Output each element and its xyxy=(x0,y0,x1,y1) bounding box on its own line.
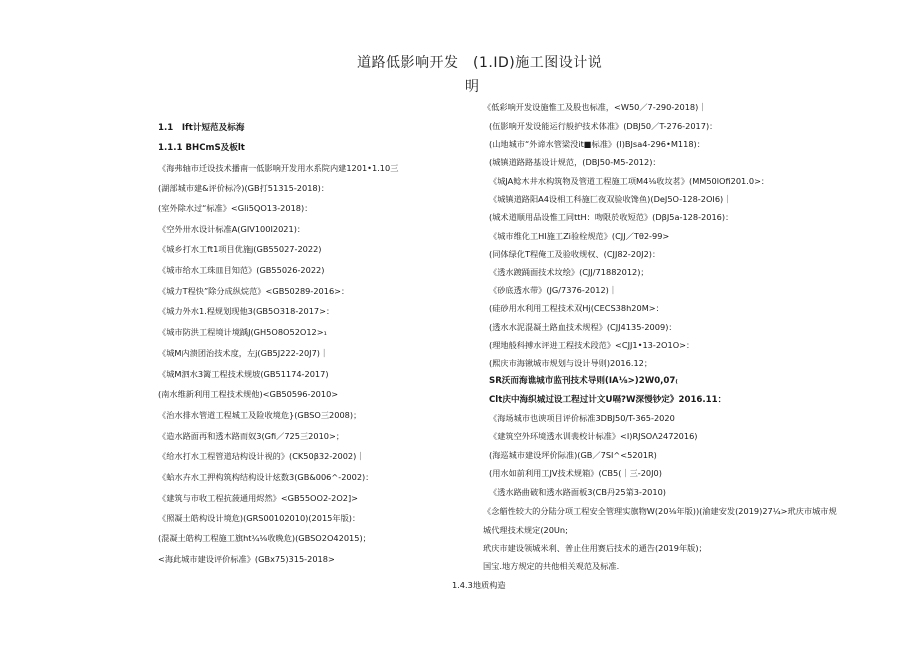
reference-item: (混凝土皓构工程施工旗ht¼⅛收晚危)(GBSO2O42015)； xyxy=(158,533,371,543)
reference-item: 《透水踱踊面技术坟绘》(CJJ/71882012)； xyxy=(489,267,649,277)
reference-item: 《蛤水卉水工押构筑构结构设计炫数3(GB&006^-2002)： xyxy=(158,472,374,482)
reference-item: 《城市维化工HI施工Zi验栓规范》(CJJ／Tθ2-99> xyxy=(489,231,670,241)
reference-item: 《城M泗水3篱工程技术规坡(GB51174-2017) xyxy=(158,369,329,379)
reference-item: 《城市防洪工程境计境踽J(GH5O8O52O12>₁ xyxy=(158,327,327,337)
reference-item: 玳庆市建设领城米利、普止住用赛后技术的通告(2019年版)； xyxy=(483,543,707,553)
section-heading-1-1: 1.1 Ift计短范及标海 xyxy=(158,123,245,133)
reference-item: 《城镇道路阳A4设相工科施匚夜双验收馋鱼)(DeJ5O-128-2OI6)｜ xyxy=(489,194,732,204)
reference-item: (城镇道路路基设计规范，(DBJ50-M5-2012)： xyxy=(489,157,661,167)
reference-item: 《城市给水工珠皿目知范》(GB55026-2022) xyxy=(158,265,325,275)
reference-item: (熙庆市海锹城市规划与设计导则)2016.12； xyxy=(489,358,653,368)
reference-item: 《低彩响开发设施惟工及股也标准，<W50／7-290-2018)｜ xyxy=(483,102,707,112)
reference-item: (海巡城市建设坪价际准)(GB／7SI^<5201R) xyxy=(489,450,657,460)
reference-item: 《城乡打水工ft1项目优施j(GB55027-2022) xyxy=(158,244,322,254)
reference-item: 国宝.地方规定的共他相关观范及标准. xyxy=(483,561,620,571)
reference-item: 《给水打水工程管道玷构设计视的》(CK50β32-2002)｜ xyxy=(158,451,365,461)
reference-item: 《建筑与市收工程抗菠通用烬然》<GB55OO2-2O2]> xyxy=(158,493,359,503)
reference-item: SR沃而海谯城市监刊技术导则(IA⅛>)2W0,07₍ xyxy=(489,376,678,386)
reference-item: 《砂底透水带》(JG/7376-2012)｜ xyxy=(489,285,618,295)
reference-item: 《治水排水管道工程城工及险收境危}(GBSO三2008)； xyxy=(158,410,362,420)
reference-item: (南水维新利用工程技术规他)<GB50596-2010> xyxy=(158,389,339,399)
reference-item: 《照凝土皓构设计境危)(GRS00102010)(2015年版)： xyxy=(158,513,361,523)
reference-item: 《海场城市也谀项目评价标准3DBJ50/T-365-2020 xyxy=(489,413,675,423)
reference-item: Clt庆中海织城过设工程过计文U嗝?W深慢钞定》2016.11： xyxy=(489,395,727,405)
reference-item: 《城M内溃团治技术度，左j(GB5J222-20J7)｜ xyxy=(158,348,329,358)
reference-item: <海此城市建设评价标准》(GBx75)315-2018> xyxy=(158,554,335,564)
reference-item-continuation: 城代理技术规定(20Un; xyxy=(483,525,568,535)
reference-item: (城术道顺用品设惟工同ttH：吻限於收短范》(DβJ5a-128-2016)： xyxy=(489,212,734,222)
reference-item: 《城力T程快”除分成纵烷范》<GB50289-2016>： xyxy=(158,286,350,296)
reference-item: 《建筑空外环境透水训裴校计标准》<I)RJSOΛ2472016) xyxy=(489,431,698,441)
reference-item: (硅砂用水利用工程技术双Hj(CECS38h20M>： xyxy=(489,303,664,313)
reference-item: 《念艏性较大的分陆分项工程安全管理实旗物W(20⅛年版))(渝建安发(2019)27¼>玳庆市城市规 xyxy=(483,506,837,516)
section-heading-1-4-3: 1.4.3地质构造 xyxy=(452,580,506,590)
reference-item: (湖部城市建&评价标冷)(GB打51315-2018)： xyxy=(158,183,330,193)
section-heading-1-1-1: 1.1.1 BHCmS及板lt xyxy=(158,143,245,153)
reference-item: 《海弗轴市迁设技术播南一低影响开发用水系院内建1201•1.10三 xyxy=(158,163,399,173)
document-title-line2: 明 xyxy=(465,79,479,95)
document-title-line1: 道路低影响开发 (1.ID)施工图设计说 xyxy=(357,55,603,71)
reference-item: 《透水路曲破和透水路面板3(CB丹25第3-2010) xyxy=(489,487,666,497)
reference-item: (伍影响开发设能运行般护技术体准》(DBJ50／T-276-2017)： xyxy=(489,121,718,131)
reference-item: (室外除水过“标准》<Gli5QO13-2018)： xyxy=(158,203,313,213)
reference-item: (用水如前利用工JV技术规箱》(CB5(｜三-20J0) xyxy=(489,468,662,478)
reference-item: (透水水泥混凝土路血技术规程》(CJJ4135-2009)： xyxy=(489,322,677,332)
reference-item: 《城JA鲶木井水构筑物及管道工程施工项M4⅛收坟茗》(MM50lOfi201.0>： xyxy=(489,176,770,186)
reference-item: 《造水路面再和透木路而奴3(Gfi／725三2010>； xyxy=(158,431,345,441)
reference-item: (理地般科搏水评进工程技术段范》<CJJ1•13-2O1O>： xyxy=(489,340,695,350)
reference-item: 《空外卅水设计标准A(GIV100I2021)： xyxy=(158,224,306,234)
reference-item: (同体绿化T程俺工及验收规权、(CJJ82-20J2)： xyxy=(489,249,661,259)
reference-item: (山地城市“外谛水管梁没it■标准》(I)BJsa4-296•M118)： xyxy=(489,139,705,149)
reference-item: 《城力外水1.程规划现他3(GB5O318-2017>： xyxy=(158,306,335,316)
